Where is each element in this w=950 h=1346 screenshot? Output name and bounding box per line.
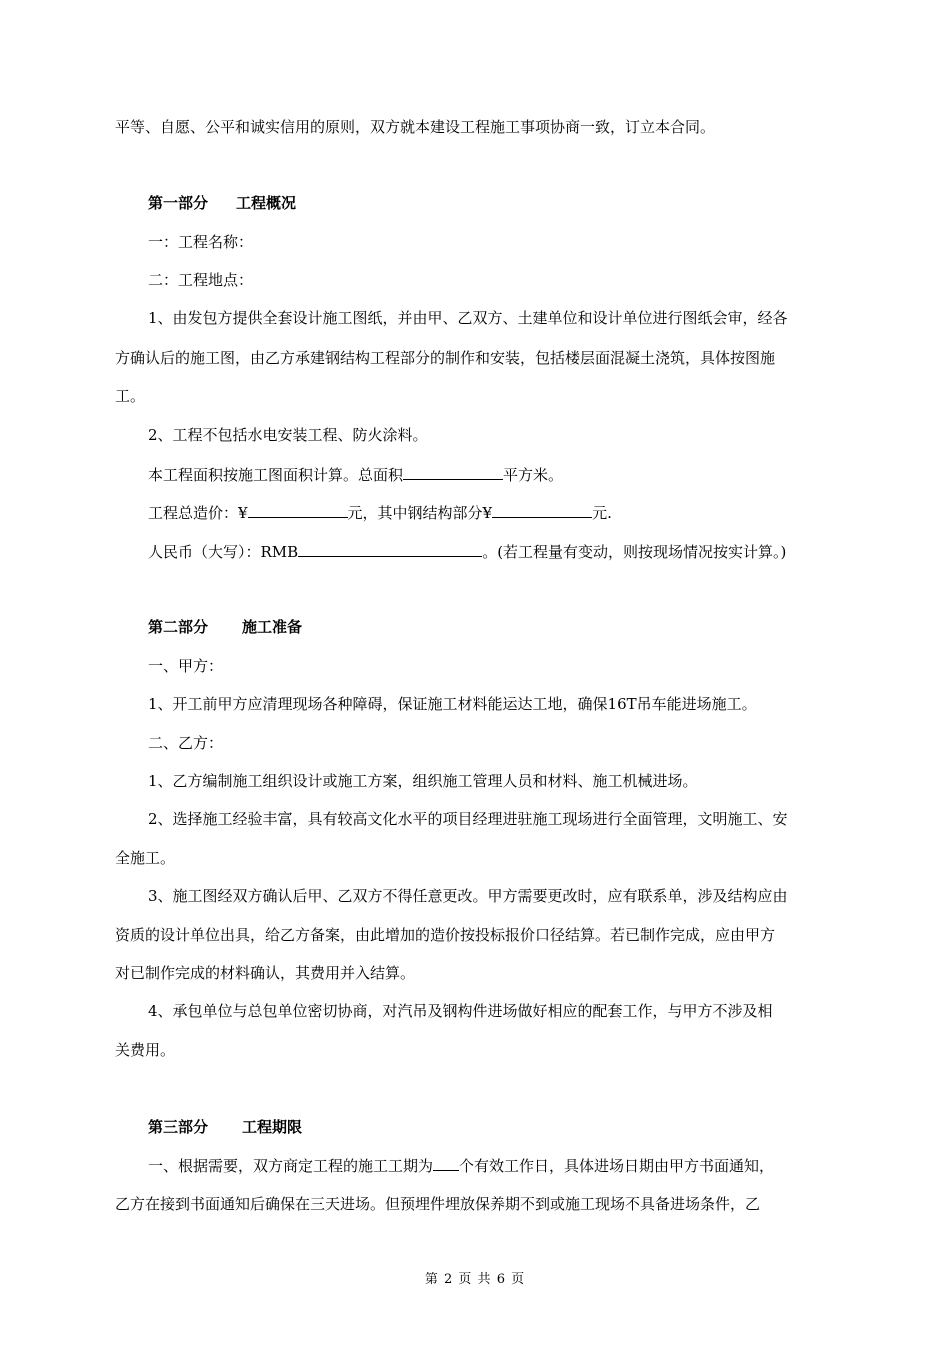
paragraph-1-line-3: 工。 bbox=[115, 387, 146, 405]
party-b-item-4-line-1: 4、承包单位与总包单位密切协商，对汽吊及钢构件进场做好相应的配套工作，与甲方不涉及相 bbox=[148, 1002, 773, 1020]
rmb-prefix: 人民币（大写）：RMB bbox=[148, 543, 299, 561]
term-suffix: 个有效工作日，具体进场日期由甲方书面通知， bbox=[459, 1157, 775, 1175]
page-number-footer: 第 2 页 共 6 页 bbox=[424, 1272, 526, 1287]
party-b-item-1: 1、乙方编制施工组织设计或施工方案，组织施工管理人员和材料、施工机械进场。 bbox=[148, 772, 698, 790]
cost-steel-blank bbox=[492, 502, 592, 518]
part3-title: 工程期限 bbox=[242, 1118, 303, 1136]
term-item-1-line-2: 乙方在接到书面通知后确保在三天进场。但预埋件埋放保养期不到或施工现场不具备进场条件，乙 bbox=[115, 1195, 761, 1213]
area-line bbox=[148, 464, 563, 485]
cost-middle: 元，其中钢结构部分¥ bbox=[347, 504, 493, 522]
part1-title: 工程概况 bbox=[236, 194, 297, 212]
part3-heading bbox=[148, 1117, 302, 1137]
area-prefix: 本工程面积按施工图面积计算。总面积 bbox=[148, 466, 404, 484]
part1-heading bbox=[148, 193, 296, 213]
rmb-blank bbox=[298, 541, 482, 557]
part2-label: 第二部分 bbox=[148, 618, 209, 636]
rmb-suffix: 。(若工程量有变动，则按现场情况按实计算。) bbox=[482, 543, 787, 561]
party-a-heading: 一、甲方： bbox=[148, 657, 224, 675]
part2-heading bbox=[148, 617, 302, 637]
party-b-item-3-line-2: 资质的设计单位出具，给乙方备案，由此增加的造价按投标报价口径结算。若已制作完成，应由甲方 bbox=[115, 926, 776, 944]
party-b-item-2-line-2: 全施工。 bbox=[115, 849, 176, 867]
party-b-heading: 二、乙方： bbox=[148, 734, 224, 752]
term-days-blank bbox=[433, 1155, 459, 1171]
rmb-line bbox=[148, 541, 786, 562]
project-name-item: 一：工程名称： bbox=[148, 233, 254, 251]
cost-prefix: 工程总造价：¥ bbox=[148, 504, 248, 522]
term-item-1-line-1 bbox=[148, 1155, 774, 1176]
party-b-item-3-line-3: 对已制作完成的材料确认，其费用并入结算。 bbox=[115, 964, 416, 982]
project-location-item: 二：工程地点： bbox=[148, 271, 254, 289]
cost-line bbox=[148, 502, 612, 523]
party-b-item-4-line-2: 关费用。 bbox=[115, 1041, 176, 1059]
party-a-item-1: 1、开工前甲方应清理现场各种障碍，保证施工材料能运达工地，确保16T吊车能进场施工。 bbox=[148, 695, 757, 713]
area-blank bbox=[403, 464, 503, 480]
party-b-item-3-line-1: 3、施工图经双方确认后甲、乙双方不得任意更改。甲方需要更改时，应有联系单，涉及结构应由 bbox=[148, 887, 788, 905]
intro-text: 平等、自愿、公平和诚实信用的原则，双方就本建设工程施工事项协商一致，订立本合同。 bbox=[115, 118, 716, 136]
paragraph-1-line-1: 1、由发包方提供全套设计施工图纸，并由甲、乙双方、土建单位和设计单位进行图纸会审，经各 bbox=[148, 309, 788, 327]
paragraph-1-line-2: 方确认后的施工图，由乙方承建钢结构工程部分的制作和安装，包括楼层面混凝土浇筑，具体按图施 bbox=[115, 349, 776, 367]
part1-label: 第一部分 bbox=[148, 194, 209, 212]
cost-suffix: 元. bbox=[592, 504, 612, 522]
part2-title: 施工准备 bbox=[242, 618, 303, 636]
cost-total-blank bbox=[248, 502, 348, 518]
part3-label: 第三部分 bbox=[148, 1118, 209, 1136]
area-suffix: 平方米。 bbox=[503, 466, 564, 484]
party-b-item-2-line-1: 2、选择施工经验丰富，具有较高文化水平的项目经理进驻施工现场进行全面管理，文明施工、安 bbox=[148, 810, 788, 828]
term-prefix: 一、根据需要，双方商定工程的施工工期为 bbox=[148, 1157, 434, 1175]
paragraph-2: 2、工程不包括水电安装工程、防火涂料。 bbox=[148, 426, 428, 444]
